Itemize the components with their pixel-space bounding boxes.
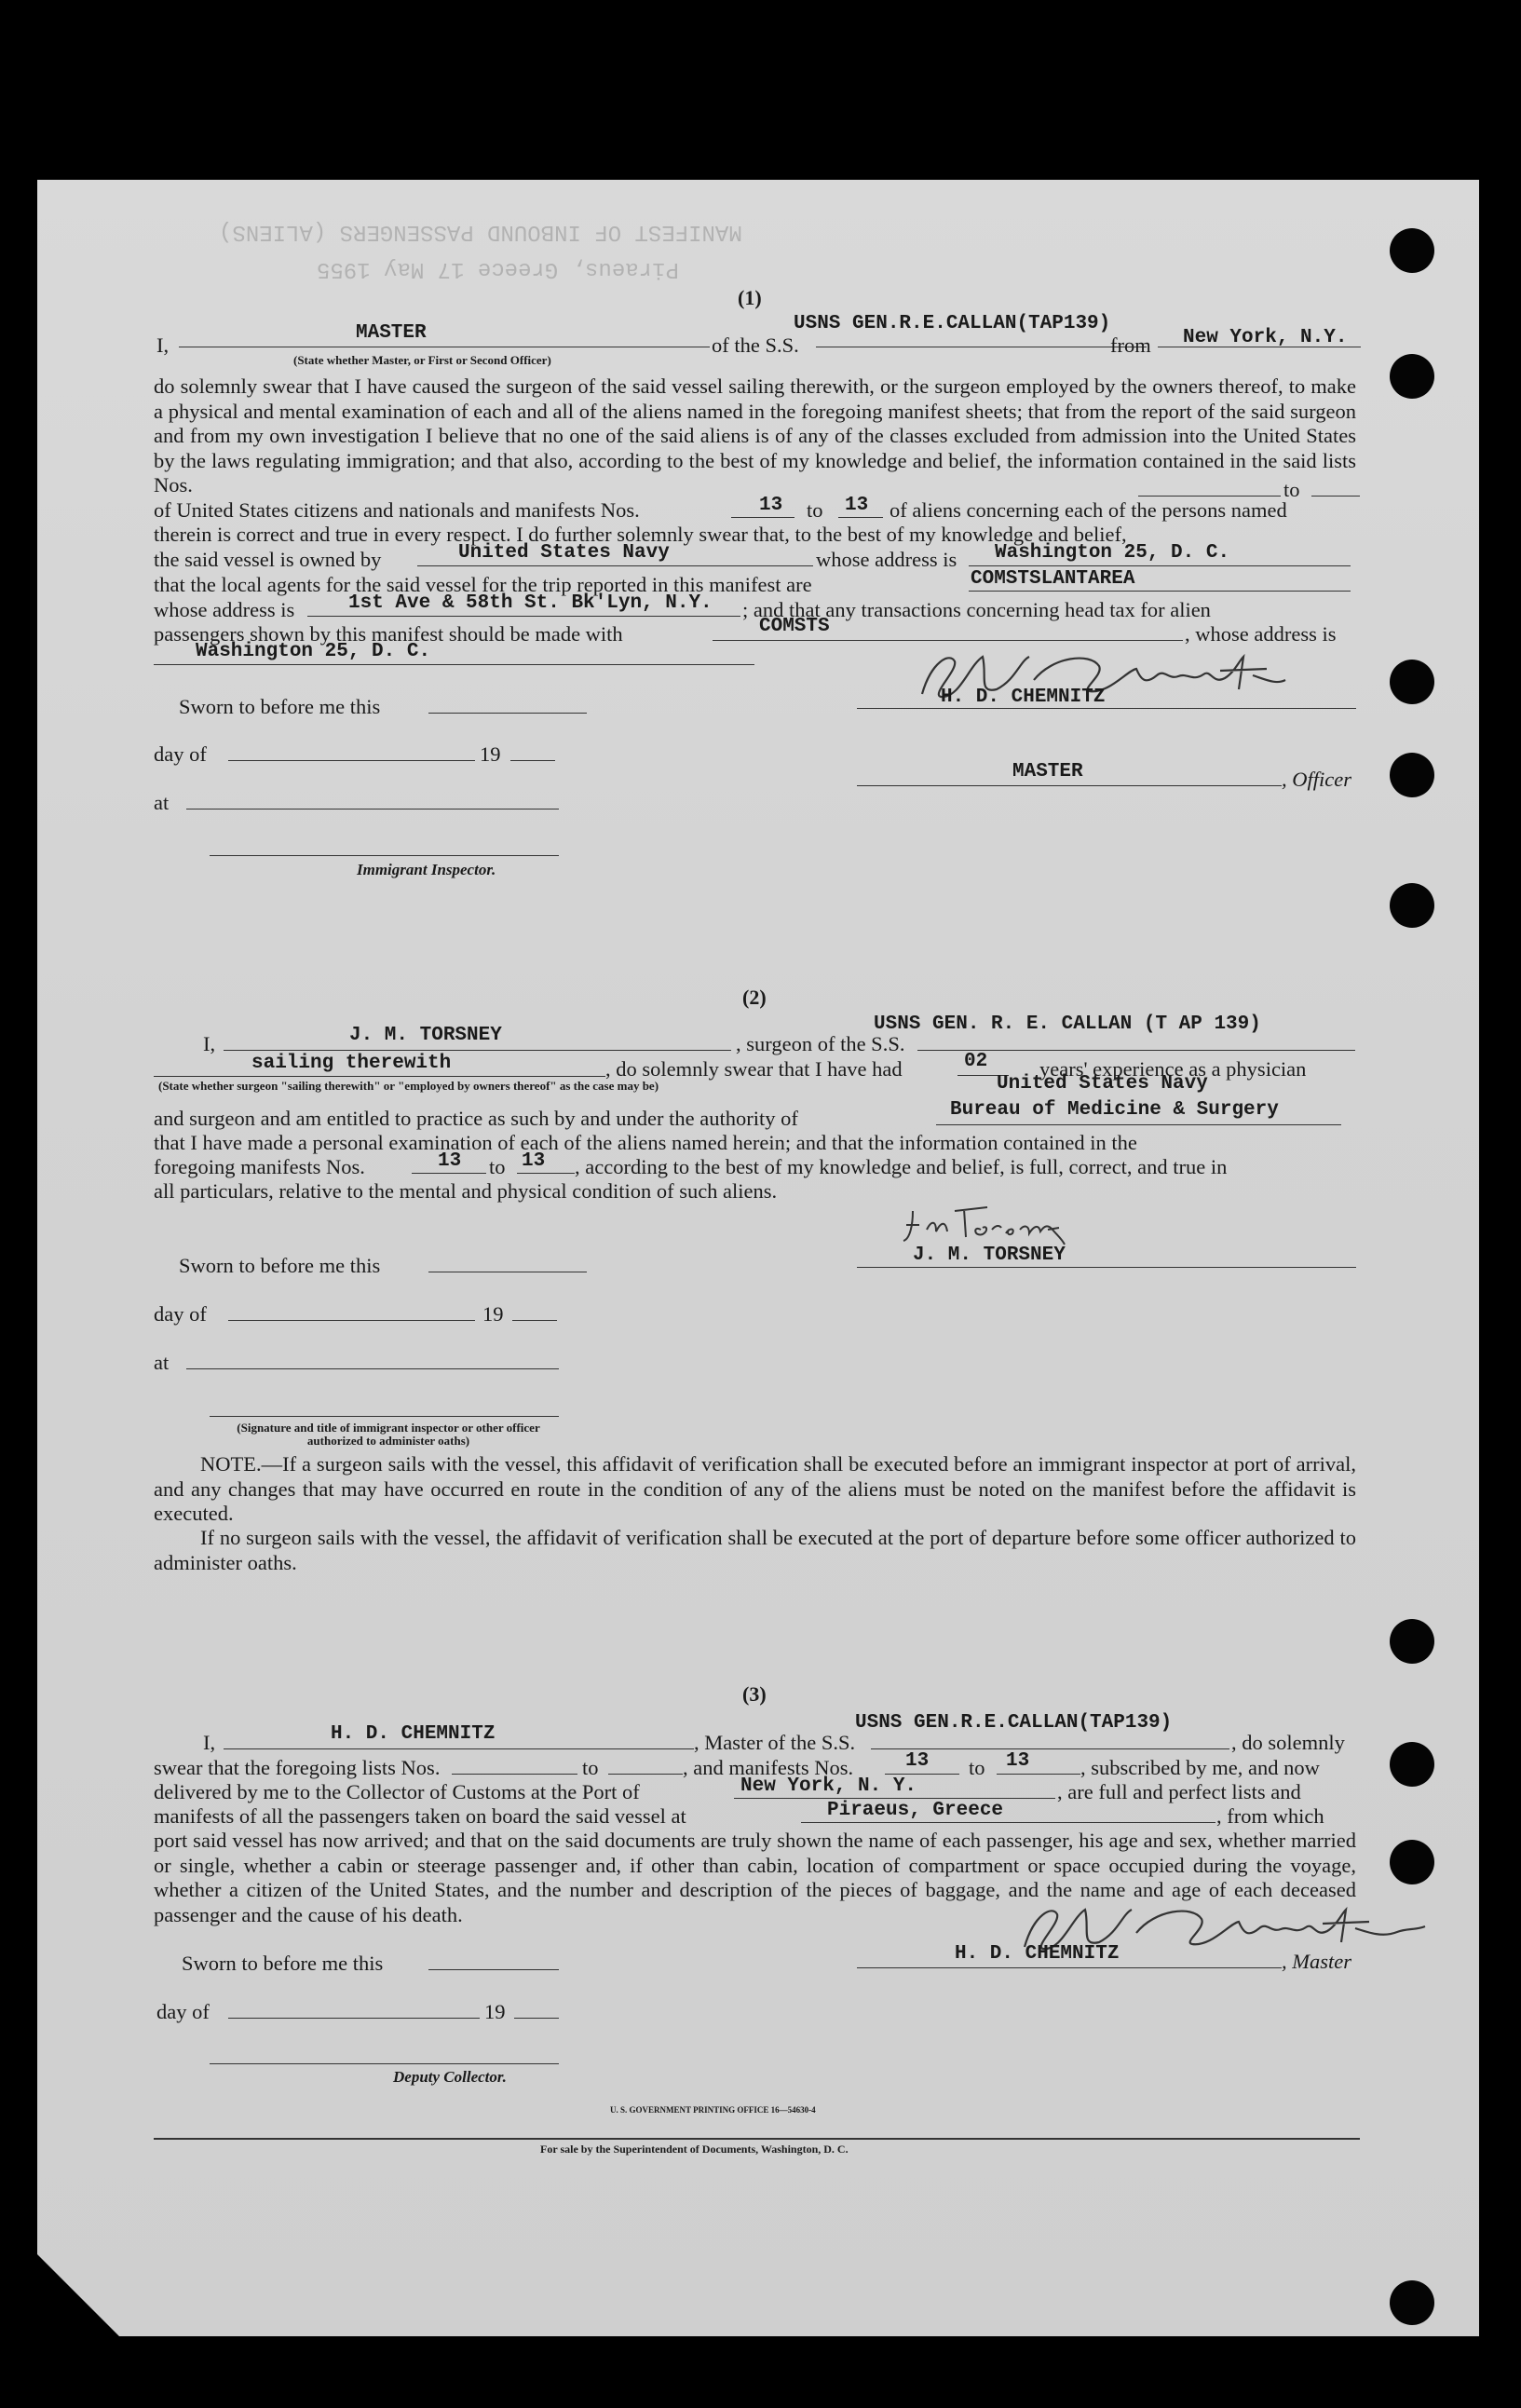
surgeon-line [224,1050,731,1051]
s2-man-to: 13 [522,1150,546,1172]
note-text: —If a surgeon sails with the vessel, this affidavit of verification shall be executed before an immigrant inspector at port of arrival, and any changes that may have occurred en route in the condition of any of the aliens must be noted on the manifest before the affidavit is executed. [154,1452,1356,1525]
s1-rank: MASTER [356,322,427,344]
s3-man-from: 13 [905,1750,930,1772]
s1-therein: therein is correct and true in every respect. I do further solemnly swear that, to the best of my knowledge and belief, [154,523,1127,546]
torn-corner [37,2254,121,2338]
s1-head-tax-agent: COMSTS [759,616,830,637]
s1-paragraph: do solemnly swear that I have caused the surgeon of the said vessel sailing therewith, or the surgeon employed by the owners thereof, to make a physical and mental examination of each and all of the aliens named in the foregoing manifest sheets; that from the report of the said surgeon and from my own investigation I believe that no one of the said aliens is of any of the classes excluded from admission into the United States by the laws regulating immigration; and that also, according to the best of my knowledge and belief, the information contained in the said lists Nos. [154,374,1356,497]
s1-officer: , Officer [1282,768,1351,791]
s1-to: to [1283,478,1300,501]
s3-swear-lists: swear that the foregoing lists Nos. [154,1756,441,1779]
punch-hole [1390,1840,1434,1884]
s3-port: New York, N. Y. [740,1775,917,1797]
s1-year: 19 [480,742,501,766]
master-sign-line [857,708,1356,709]
s3-i: I, [203,1731,216,1754]
punch-hole [1390,1619,1434,1664]
s2-signer: J. M. TORSNEY [913,1245,1066,1266]
s2-day-of: day of [154,1302,207,1326]
s1-signer-rank: MASTER [1012,761,1083,782]
s3-and-manifests: , and manifests Nos. [683,1756,854,1779]
footer-rule [154,2138,1360,2140]
s2-surgeon-of: , surgeon of the S.S. [736,1032,905,1055]
s1-sworn: Sworn to before me this [179,695,381,718]
s2-years: 02 [964,1051,988,1072]
s1-inspector: Immigrant Inspector. [357,861,496,878]
s2-foregoing: foregoing manifests Nos. [154,1155,365,1178]
manifest-from-line [731,517,794,518]
gpo-imprint: U. S. GOVERNMENT PRINTING OFFICE 16—54630-4 [610,2105,816,2115]
s3-signer: H. D. CHEMNITZ [955,1943,1120,1965]
section-2-number: (2) [742,986,767,1009]
head-tax-address-line [154,664,754,665]
s1-of-ss: of the S.S. [712,333,799,357]
s2-swear: , do solemnly swear that I have had [605,1057,903,1081]
s3-lists-line [452,1774,577,1775]
s2-sailing-caption: (State whether surgeon "sailing therewith" or "employed by owners thereof" as the case may be) [158,1079,659,1093]
s3-sworn-line [428,1969,559,1970]
s3-year-line [514,2018,559,2019]
s2-year-line [512,1320,557,1321]
s3-day-line [228,2018,480,2019]
sale-note: For sale by the Superintendent of Documents, Washington, D. C. [540,2143,849,2156]
s2-authority: Bureau of Medicine & Surgery [950,1099,1279,1121]
s1-manifest-from: 13 [759,495,783,516]
s1-manifest-to: 13 [845,495,869,516]
s1-of-aliens: of aliens concerning each of the persons named [890,498,1287,522]
s1-from-place: New York, N.Y. [1183,327,1348,348]
s3-subscribed: , subscribed by me, and now [1080,1756,1320,1779]
s1-signer: H. D. CHEMNITZ [941,687,1106,708]
s3-manifests-all: manifests of all the passengers taken on board the said vessel at [154,1804,686,1828]
punch-hole [1390,354,1434,399]
s2-man-from: 13 [438,1150,462,1172]
s3-sign-line [857,1967,1282,1968]
s3-full-perfect: , are full and perfect lists and [1057,1780,1301,1803]
s3-delivered: delivered by me to the Collector of Customs at the Port of [154,1780,640,1803]
s1-agents-addr-pre: whose address is [154,598,295,621]
s2-to: to [489,1155,506,1178]
s3-man-to: 13 [1006,1750,1030,1772]
s2-i: I, [203,1032,216,1055]
sworn-line [428,713,587,714]
s3-year: 19 [484,2000,506,2023]
s3-port-line [734,1798,1055,1799]
s2-note2: If no surgeon sails with the vessel, the affidavit of verification shall be executed at the port of departure before some officer authorized to administer oaths. [154,1526,1356,1574]
s2-at: at [154,1351,170,1374]
s3-sworn: Sworn to before me this [182,1952,384,1975]
s2-sailing: sailing therewith [251,1053,452,1074]
s3-master: H. D. CHEMNITZ [331,1723,496,1745]
s3-master-label: , Master [1282,1950,1351,1973]
surgeon-sign-line [857,1267,1356,1268]
s3-vessel: USNS GEN.R.E.CALLAN(TAP139) [855,1712,1173,1734]
s2-man-to-line [517,1173,575,1174]
punch-hole [1390,1742,1434,1787]
section-3-number: (3) [742,1682,767,1706]
s1-head-tax: ; and that any transactions concerning head tax for alien [742,598,1211,621]
punch-hole [1390,228,1434,273]
s1-address-pre: whose address is [816,548,957,571]
s2-years-text: years' experience as a physician [1039,1057,1307,1081]
s1-rank-caption: (State whether Master, or First or Second Officer) [293,353,551,367]
s1-agents-address: 1st Ave & 58th St. Bk'Lyn, N.Y. [348,592,713,614]
s1-owner: United States Navy [458,542,670,564]
s3-day-of: day of [156,2000,210,2023]
s3-depart-port: Piraeus, Greece [827,1800,1004,1821]
agents-line [969,591,1351,592]
s3-master-of: , Master of the S.S. [694,1731,856,1754]
punch-hole [1390,2280,1434,2325]
s1-i: I, [156,333,170,357]
s2-examined: that I have made a personal examination of each of the aliens named herein; and that the information contained in the [154,1131,1137,1154]
s2-sig-caption: (Signature and title of immigrant inspector or other officer authorized to administer oaths) [237,1421,540,1448]
s1-man-to: to [807,498,823,522]
s1-owned-by: the said vessel is owned by [154,548,382,571]
bleed-through-text: Piraeus, Greece 17 May 1955 [317,256,679,281]
owner-address-line [969,565,1351,566]
s2-at-line [186,1368,559,1369]
manifest-to-line [838,517,883,518]
collector-line [210,2063,559,2064]
owner-line [417,565,813,566]
officer-line [857,785,1282,786]
agents-address-line [307,616,740,617]
s2-year: 19 [482,1302,504,1326]
surgeon-signature [899,1202,1094,1248]
s2-surgeon: J. M. TORSNEY [349,1025,502,1046]
head-tax-agent-line [713,640,1183,641]
s1-at: at [154,791,170,814]
note-label: NOTE. [200,1452,262,1476]
s3-vessel-line [871,1748,1229,1749]
s2-according: , according to the best of my knowledge and belief, is full, correct, and true in [575,1155,1228,1178]
s1-day-of: day of [154,742,207,766]
lists-line [1138,496,1281,497]
s3-man-from-line [885,1774,959,1775]
s3-to: to [582,1756,599,1779]
section-1-number: (1) [738,286,762,309]
s3-master-line [224,1748,694,1749]
s1-vessel: USNS GEN.R.E.CALLAN(TAP139) [794,313,1111,334]
year-line [510,760,555,761]
s1-head-tax-address: Washington 25, D. C. [196,641,431,662]
s3-man-to-line [997,1774,1080,1775]
s3-man-to-label: to [969,1756,985,1779]
s1-agents: COMSTSLANTAREA [971,568,1135,590]
day-line [228,760,475,761]
lists-to-line [1311,496,1360,497]
s3-depart-line [801,1822,1215,1823]
s3-lists-to-line [608,1774,683,1775]
s3-collector: Deputy Collector. [393,2068,507,2086]
sailing-line [154,1076,605,1077]
s3-paragraph: port said vessel has now arrived; and that on the said documents are truly shown the name of each passenger, his age and sex, whether married or single, whether a cabin or steerage passenger and, if other than cabin, location of compartment or space occupied during the voyage, whether a citizen of the United States, and the number and description of the pieces of baggage, and the name and age of each deceased passenger and the cause of his death. [154,1829,1356,1926]
s1-owner-address: Washington 25, D. C. [995,542,1230,564]
authority-line [936,1124,1341,1125]
punch-hole [1390,753,1434,797]
s1-whose-addr: , whose address is [1185,622,1337,646]
bleed-through-text: MANIFEST OF INBOUND PASSENGERS (ALIENS) [219,219,742,244]
punch-hole [1390,660,1434,704]
s3-solemnly: , do solemnly [1231,1731,1345,1754]
s2-authority-org: United States Navy [997,1073,1208,1095]
s1-from: from [1110,333,1151,357]
s2-man-from-line [412,1173,486,1174]
punch-hole [1390,883,1434,928]
s2-sign-line [210,1416,559,1417]
inspector-line [210,855,559,856]
s2-vessel: USNS GEN. R. E. CALLAN (T AP 139) [874,1014,1261,1035]
s2-particulars: all particulars, relative to the mental and physical condition of such aliens. [154,1179,778,1203]
s2-day-line [228,1320,475,1321]
s1-passengers-pre: passengers shown by this manifest should be made with [154,622,623,646]
s2-note [154,1452,1356,1527]
s1-agents-pre: that the local agents for the said vessel for the trip reported in this manifest are [154,573,812,596]
s1-of-us: of United States citizens and nationals and manifests Nos. [154,498,640,522]
s2-and-surgeon: and surgeon and am entitled to practice as such by and under the authority of [154,1107,798,1130]
s2-sworn: Sworn to before me this [179,1254,381,1277]
s3-from-which: , from which [1216,1804,1324,1828]
